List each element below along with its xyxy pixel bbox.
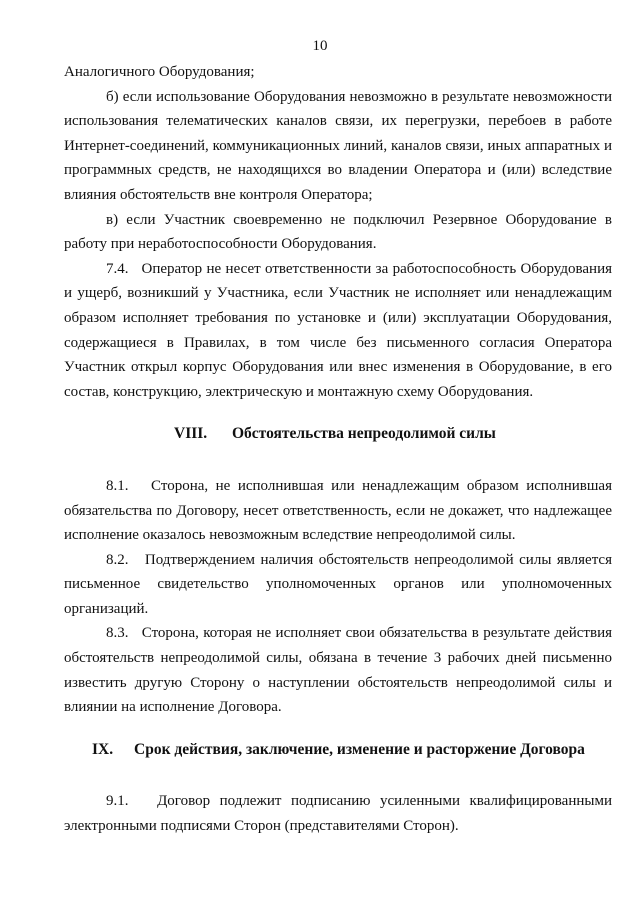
section-number: VIII. [174,425,208,443]
paragraph-7-3-b: б) если использование Оборудования невозможно в результате невозможности использования телематических каналов связи, их перегрузки, перебоев в работе Интернет-соединений, коммуникационных линий, каналов связи, иных аппаратных и программных средств, не находящихся во владении Оператора и (или) вследствие влияния обстоятельств вне контроля Оператора; [64,88,612,203]
section-number: IX. [92,740,114,758]
paragraph-8-1: 8.1. Сторона, не исполнившая или ненадлежащим образом исполнившая обязательства по Договору, несет ответственность, если не докажет, что надлежащее исполнение оказалось невозможным вследствие непреодолимой силы. [64,477,616,544]
paragraph-7-4: 7.4. Оператор не несет ответственности за работоспособность Оборудования и ущерб, возникший у Участника, если Участник не исполняет или ненадлежащим образом исполняет требования по установке и (или) эксплуатации Оборудования, содержащиеся в Правилах, в том числе без письменного согласия Оператора Участник открыл корпус Оборудования или внес изменения в Оборудование, в его состав, конструкцию, электрическую и монтажную схему Оборудования. [64,260,616,400]
paragraph-9-1: 9.1. Договор подлежит подписанию усиленными квалифицированными электронными подписями Сторон (представителями Сторон). [64,793,616,835]
page-number: 10 [312,38,328,54]
section-heading-9 [64,738,612,763]
paragraph-7-3-v: в) если Участник своевременно не подключил Резервное Оборудование в работу при неработоспособности Оборудования. [64,211,612,253]
paragraph-continuation: Аналогичного Оборудования; [64,64,255,80]
paragraph-8-3: 8.3. Сторона, которая не исполняет свои обязательства в результате действия обстоятельств непреодолимой силы, обязана в течение 3 рабочих дней письменно известить другую Сторону о наступлении обстоятельств непреодолимой силы и влиянии на исполнение Договора. [64,625,616,716]
document-body [64,60,616,839]
section-title: Срок действия, заключение, изменение и расторжение Договора [134,740,585,758]
section-heading-8 [64,422,612,447]
paragraph-8-2: 8.2. Подтверждением наличия обстоятельств непреодолимой силы является письменное свидетельство уполномоченных органов или уполномоченных организаций. [64,551,616,617]
section-title: Обстоятельства непреодолимой силы [232,425,496,443]
